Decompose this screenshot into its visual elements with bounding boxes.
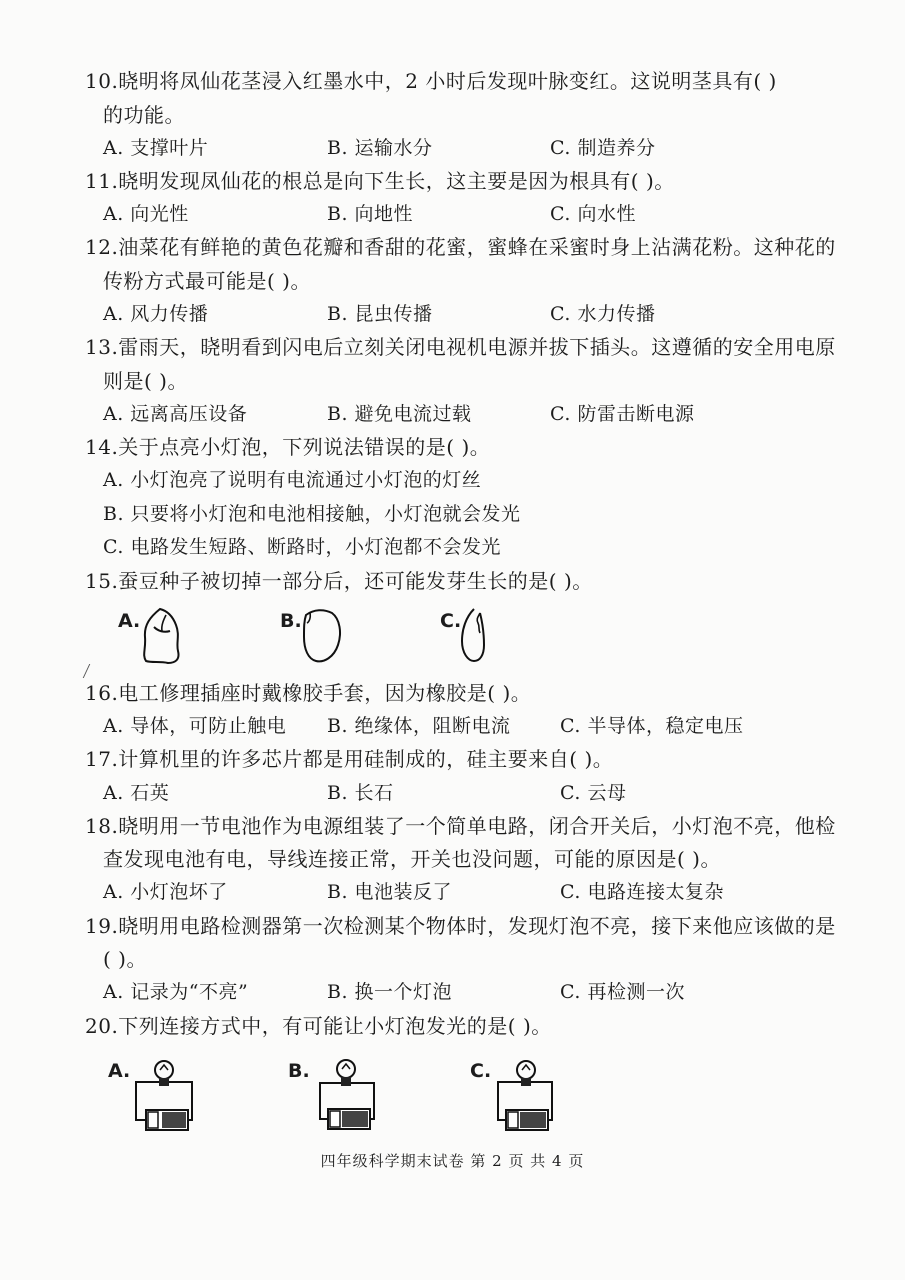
circuit-c-figure (490, 1058, 570, 1138)
q16-option-a: A. 导体，可防止触电 (103, 715, 287, 737)
q20-label-a: A. (108, 1060, 131, 1082)
page-footer: 四年级科学期末试卷 第 2 页 共 4 页 (320, 1152, 585, 1170)
q15-label-a: A. (118, 610, 141, 632)
q20-label-c: C. (470, 1060, 492, 1082)
q10-option-a: A. 支撑叶片 (103, 137, 209, 159)
q18-option-b: B. 电池装反了 (327, 881, 453, 903)
q15-label-b: B. (280, 610, 302, 632)
seed-c-figure (458, 603, 490, 665)
question-12-text-cont: 传粉方式最可能是( )。 (103, 269, 311, 293)
q14-option-b: B. 只要将小灯泡和电池相接触，小灯泡就会发光 (103, 503, 521, 525)
circuit-b-figure (308, 1055, 388, 1139)
q11-option-c: C. 向水性 (550, 203, 636, 225)
question-13-text: 13.雷雨天，晓明看到闪电后立刻关闭电视机电源并拔下插头。这遵循的安全用电原 (85, 335, 836, 359)
question-18-text-cont: 查发现电池有电，导线连接正常，开关也没问题，可能的原因是( )。 (103, 847, 721, 871)
q12-option-b: B. 昆虫传播 (327, 303, 433, 325)
seed-b-figure (300, 605, 346, 665)
q19-option-b: B. 换一个灯泡 (327, 981, 453, 1003)
q12-option-c: C. 水力传播 (550, 303, 656, 325)
question-14-text: 14.关于点亮小灯泡，下列说法错误的是( )。 (85, 435, 491, 459)
q13-option-b: B. 避免电流过载 (327, 403, 472, 425)
q19-option-a: A. 记录为“不亮” (103, 981, 249, 1003)
q19-option-c: C. 再检测一次 (560, 981, 685, 1003)
question-10-text-cont: 的功能。 (103, 103, 185, 127)
q17-option-b: B. 长石 (327, 782, 394, 804)
question-16-text: 16.电工修理插座时戴橡胶手套，因为橡胶是( )。 (85, 681, 532, 705)
q18-option-a: A. 小灯泡坏了 (103, 881, 228, 903)
q15-label-c: C. (440, 610, 462, 632)
q17-option-a: A. 石英 (103, 782, 170, 804)
question-17-text: 17.计算机里的许多芯片都是用硅制成的，硅主要来自( )。 (85, 747, 614, 771)
q16-option-c: C. 半导体，稳定电压 (560, 715, 744, 737)
q14-option-a: A. 小灯泡亮了说明有电流通过小灯泡的灯丝 (103, 469, 482, 491)
q12-option-a: A. 风力传播 (103, 303, 209, 325)
circuit-a-figure (128, 1058, 208, 1138)
question-18-text: 18.晓明用一节电池作为电源组装了一个简单电路，闭合开关后，小灯泡不亮，他检 (85, 814, 836, 838)
stray-pen-mark (83, 664, 97, 678)
seed-a-figure (138, 603, 188, 665)
question-20-text: 20.下列连接方式中，有可能让小灯泡发光的是( )。 (85, 1014, 552, 1038)
q17-option-c: C. 云母 (560, 782, 627, 804)
question-13-text-cont: 则是( )。 (103, 369, 188, 393)
q18-option-c: C. 电路连接太复杂 (560, 881, 724, 903)
question-15-text: 15.蚕豆种子被切掉一部分后，还可能发芽生长的是( )。 (85, 569, 593, 593)
q13-option-a: A. 远离高压设备 (103, 403, 248, 425)
q10-option-b: B. 运输水分 (327, 137, 433, 159)
q16-option-b: B. 绝缘体，阻断电流 (327, 715, 511, 737)
question-11-text: 11.晓明发现凤仙花的根总是向下生长，这主要是因为根具有( )。 (85, 169, 675, 193)
question-10-text: 10.晓明将凤仙花茎浸入红墨水中，2 小时后发现叶脉变红。这说明茎具有( ) (85, 69, 777, 93)
question-19-text-cont: ( )。 (103, 947, 147, 971)
question-19-text: 19.晓明用电路检测器第一次检测某个物体时，发现灯泡不亮，接下来他应该做的是 (85, 914, 836, 938)
q11-option-a: A. 向光性 (103, 203, 189, 225)
q13-option-c: C. 防雷击断电源 (550, 403, 695, 425)
question-12-text: 12.油菜花有鲜艳的黄色花瓣和香甜的花蜜，蜜蜂在采蜜时身上沾满花粉。这种花的 (85, 235, 836, 259)
q10-option-c: C. 制造养分 (550, 137, 656, 159)
q20-label-b: B. (288, 1060, 310, 1082)
q11-option-b: B. 向地性 (327, 203, 414, 225)
q14-option-c: C. 电路发生短路、断路时，小灯泡都不会发光 (103, 536, 501, 558)
